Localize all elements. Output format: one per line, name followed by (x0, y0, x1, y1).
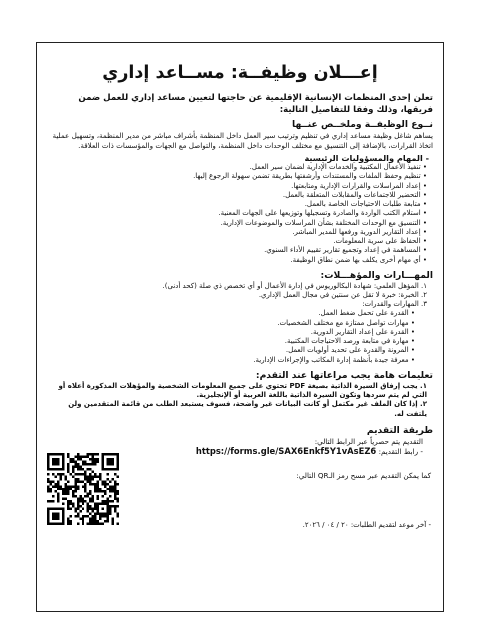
list-item: • تنظيم وحفظ الملفات والمستندات وأرشفتها بطريقة تضمن سهولة الرجوع إليها. (193, 172, 427, 181)
abilities-list (47, 309, 433, 364)
duties-heading: - المهام والمسؤوليات الرئيسية (304, 152, 429, 163)
list-item: • استلام الكتب الواردة والصادرة وتسجيلها وتوزيعها على الجهات المعنية. (218, 209, 427, 218)
job-summary: يساهم شاغل وظيفة مساعد إداري في تنظيم وترتيب سير العمل داخل المنظمة بأشراف مباشر من مدير المنظمة، وتسهيل عملية اتخاذ القرارات، بالإضافة إلى التنسيق مع مختلف الوحدات داخل المنظمة، والتواصل مع الجهات والمؤسسات ذات العلاقة. (52, 131, 433, 150)
list-item: • إعداد التقارير الدورية ورفعها للمدير المباشر. (292, 227, 427, 236)
list-item: ١. المؤهل العلمي: شهادة البكالوريوس في إدارة الأعمال أو أي تخصص ذي صلة (كحد أدنى). (162, 281, 427, 290)
qr-code-icon[interactable] (47, 453, 119, 525)
list-item: • القدرة على إعداد التقارير الدورية. (310, 327, 415, 336)
ad-intro: تعلن إحدى المنظمات الإنسانية الإقليمية عن حاجتها لتعيين مساعد إداري للعمل ضمن فريقها، وذلك وفقا للتفاصيل التالية: (78, 93, 433, 115)
job-type-heading: نــوع الوظيفــة وملخــص عنــها (292, 119, 433, 131)
instructions-list (47, 382, 433, 419)
job-advertisement (36, 42, 444, 612)
list-item: • التحضير للاجتماعات والمقابلات المتعلقة بالعمل. (282, 190, 427, 199)
deadline-text: - آخر موعد لتقديم الطلبات: ٢٠ / ٠٤ / ٢٠٢٦. (302, 520, 431, 529)
qr-instruction: كما يمكن التقديم عبر مسح رمز الـQR التالي: (296, 470, 431, 480)
list-item: • القدرة على تحمل ضغط العمل. (318, 309, 415, 318)
link-label: - رابط التقديم: (378, 447, 423, 457)
list-item: • متابعة طلبات الاحتياجات الخاصة بالعمل. (304, 200, 427, 209)
list-item: • معرفة جيدة بأنظمة إدارة المكاتب والإجراءات الإدارية. (253, 355, 415, 364)
skills-list (47, 282, 433, 310)
list-item: • مهارة في متابعة ورصد الاحتياجات المكتبية. (284, 337, 415, 346)
instructions-heading: تعليمات هامة يجب مراعاتها عند التقدم: (255, 369, 433, 381)
apply-line: التقديم يتم حصرياً عبر الرابط التالي: (314, 436, 423, 446)
list-item: • مهارات تواصل ممتازة مع مختلف الشخصيات. (277, 318, 415, 327)
apply-section (47, 425, 433, 530)
application-link[interactable]: https://forms.gle/SAX6Enkf5Y1vAsEZ6 (195, 446, 377, 457)
list-item: • الحفاظ على سرية المعلومات. (333, 237, 427, 246)
list-item: • تنفيذ الأعمال المكتبية والخدمات الإدارية لضمان سير العمل. (249, 163, 427, 172)
list-item: • التنسيق مع الوحدات المختلفة بشأن المراسلات والموضوعات الإدارية. (220, 218, 427, 227)
list-item: ١. يجب إرفاق السيرة الذاتية بصيغة PDF تحتوي على جميع المعلومات الشخصية والمؤهلات المذكورة أعلاه أو التي لم يتم سردها وتكون السيرة الذاتية باللغة العربية أو الإنجليزية. (58, 381, 427, 400)
list-item: ٢. الخبرة: خبرة لا تقل عن سنتين في مجال العمل الإداري. (258, 291, 427, 299)
list-item: ٢. إذا كان الملف غير مكتمل أو كانت البيانات غير واضحة، فسوف يستبعد الطلب من قائمة المتقدمين ولن يلتفت له. (68, 400, 427, 418)
list-item: • إعداد المراسلات والقرارات الإدارية ومتابعتها. (291, 181, 427, 190)
list-item: • المرونة والقدرة على تحديد أولويات العمل. (285, 346, 415, 355)
apply-heading: طريقة التقديم (366, 424, 433, 436)
list-item: • أي مهام أخرى يكلف بها ضمن نطاق الوظيفة. (290, 255, 427, 264)
skills-heading: المهـــارات والمؤهـــلات: (320, 269, 433, 281)
list-item: • المساهمة في إعداد وتجميع تقارير تقييم الأداء السنوي. (264, 246, 427, 255)
list-item: ٣. المهارات والقدرات: (362, 300, 427, 309)
duties-list (47, 163, 433, 265)
ad-title: إعـــلان وظيفــة: مســاعد إداري (102, 63, 378, 83)
